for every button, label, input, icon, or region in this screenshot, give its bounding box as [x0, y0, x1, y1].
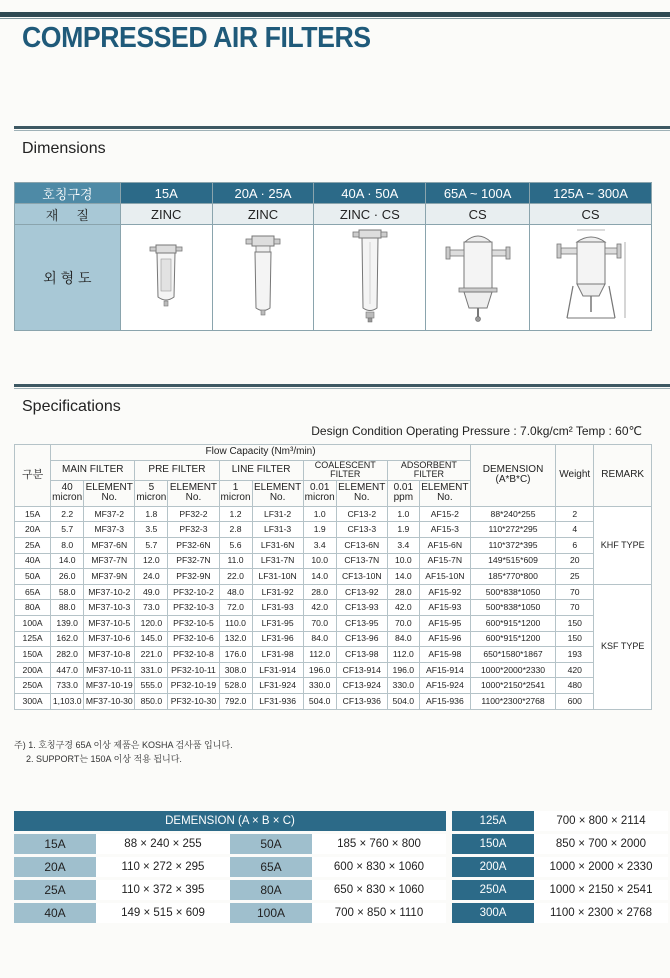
spec-cell: PF32-10-2	[168, 584, 219, 600]
spec-cell: CF13-3	[336, 522, 387, 538]
material-cell: ZINC	[120, 204, 212, 225]
spec-cell: 6	[556, 538, 594, 554]
main-unit: 40 micron	[51, 480, 84, 506]
spec-cell: 100A	[15, 616, 51, 632]
spec-row	[15, 600, 652, 616]
element-no-header: ELEMENT No.	[252, 480, 303, 506]
summary-size: 300A	[452, 903, 534, 923]
spec-cell: PF32-6N	[168, 538, 219, 554]
summary-size: 250A	[452, 880, 534, 900]
spec-cell: LF31-10N	[252, 569, 303, 585]
spec-row	[15, 647, 652, 663]
spec-cell: 1.2	[219, 506, 252, 522]
spec-cell: 70.0	[387, 616, 419, 632]
spec-cell: MF37-10-6	[84, 631, 135, 647]
summary-dim: 600 × 830 × 1060	[312, 857, 446, 877]
spec-cell: 1000*2000*2330	[470, 662, 555, 678]
spec-cell: PF32-10-8	[168, 647, 219, 663]
spec-cell: 447.0	[51, 662, 84, 678]
remark-cell: KHF TYPE	[594, 506, 652, 584]
spec-cell: 149*515*609	[470, 553, 555, 569]
spec-cell: AF15-3	[419, 522, 470, 538]
spec-cell: 250A	[15, 678, 51, 694]
spec-cell: 84.0	[303, 631, 336, 647]
spec-cell: 112.0	[387, 647, 419, 663]
note-2: 2. SUPPORT는 150A 이상 적용 됩니다.	[26, 754, 182, 764]
spec-cell: 24.0	[135, 569, 168, 585]
summary-dim: 110 × 272 × 295	[96, 857, 230, 877]
spec-cell: 10.0	[387, 553, 419, 569]
spec-cell: MF37-10-30	[84, 694, 135, 710]
spec-cell: PF32-10-30	[168, 694, 219, 710]
spec-cell: MF37-9N	[84, 569, 135, 585]
main-filter-header: MAIN FILTER	[51, 461, 135, 481]
spec-cell: AF15-92	[419, 584, 470, 600]
filter-drawing-65a-100a	[426, 225, 530, 331]
spec-cell: 150	[556, 616, 594, 632]
spec-cell: 10.0	[303, 553, 336, 569]
specifications-table	[14, 444, 652, 710]
spec-cell: AF15-93	[419, 600, 470, 616]
spec-cell: 555.0	[135, 678, 168, 694]
summary-size: 150A	[452, 834, 534, 854]
spec-cell: 330.0	[387, 678, 419, 694]
coalescent-filter-header: COALESCENT FILTER	[303, 461, 387, 481]
spec-cell: 88*240*255	[470, 506, 555, 522]
material-cell: ZINC	[212, 204, 314, 225]
design-condition: Design Condition Operating Pressure : 7.0kg/cm² Temp : 60℃	[311, 424, 642, 438]
spec-cell: 20	[556, 553, 594, 569]
remark-header: REMARK	[594, 445, 652, 507]
spec-cell: 1.9	[303, 522, 336, 538]
spec-cell: 504.0	[387, 694, 419, 710]
spec-cell: 25	[556, 569, 594, 585]
spec-row	[15, 616, 652, 632]
spec-cell: 3.4	[387, 538, 419, 554]
spec-cell: LF31-92	[252, 584, 303, 600]
spec-cell: PF32-10-19	[168, 678, 219, 694]
material-cell: CS	[530, 204, 652, 225]
spec-cell: CF13-914	[336, 662, 387, 678]
top-rule-thin	[0, 18, 670, 19]
spec-row	[15, 694, 652, 710]
spec-cell: 48.0	[219, 584, 252, 600]
summary-size: 200A	[452, 857, 534, 877]
page-title: COMPRESSED AIR FILTERS	[22, 22, 371, 54]
spec-cell: 1000*2150*2541	[470, 678, 555, 694]
top-rule	[0, 12, 670, 17]
filter-drawing-20a-25a	[212, 225, 314, 331]
spec-cell: 26.0	[51, 569, 84, 585]
spec-cell: 528.0	[219, 678, 252, 694]
spec-cell: PF32-10-11	[168, 662, 219, 678]
summary-dim: 700 × 800 × 2114	[534, 811, 668, 831]
spec-cell: MF37-3	[84, 522, 135, 538]
spec-cell: PF32-7N	[168, 553, 219, 569]
spec-cell: 500*838*1050	[470, 584, 555, 600]
spec-cell: AF15-98	[419, 647, 470, 663]
spec-cell: 25A	[15, 538, 51, 554]
spec-cell: 600*915*1200	[470, 631, 555, 647]
spec-cell: LF31-95	[252, 616, 303, 632]
spec-cell: 193	[556, 647, 594, 663]
spec-cell: LF31-6N	[252, 538, 303, 554]
spec-cell: MF37-10-5	[84, 616, 135, 632]
weight-header: Weight	[556, 445, 594, 507]
summary-dim: 700 × 850 × 1110	[312, 903, 446, 923]
summary-dim: 185 × 760 × 800	[312, 834, 446, 854]
spec-cell: 162.0	[51, 631, 84, 647]
size-cell: 40A · 50A	[314, 183, 426, 204]
section-rule	[14, 126, 670, 129]
spec-cell: 125A	[15, 631, 51, 647]
spec-cell: 11.0	[219, 553, 252, 569]
spec-cell: 28.0	[303, 584, 336, 600]
spec-cell: MF37-10-3	[84, 600, 135, 616]
spec-cell: 14.0	[303, 569, 336, 585]
spec-row	[15, 569, 652, 585]
spec-cell: AF15-6N	[419, 538, 470, 554]
spec-row	[15, 584, 652, 600]
spec-cell: 1100*2300*2768	[470, 694, 555, 710]
spec-cell: 650*1580*1867	[470, 647, 555, 663]
spec-cell: 331.0	[135, 662, 168, 678]
spec-cell: 72.0	[219, 600, 252, 616]
spec-cell: 58.0	[51, 584, 84, 600]
spec-cell: 49.0	[135, 584, 168, 600]
spec-cell: CF13-10N	[336, 569, 387, 585]
spec-cell: 14.0	[387, 569, 419, 585]
spec-cell: 330.0	[303, 678, 336, 694]
spec-cell: CF13-2	[336, 506, 387, 522]
spec-cell: 176.0	[219, 647, 252, 663]
element-no-header: ELEMENT No.	[168, 480, 219, 506]
spec-row	[15, 553, 652, 569]
filter-drawing-15a	[120, 225, 212, 331]
spec-cell: 200A	[15, 662, 51, 678]
summary-dim: 1000 × 2150 × 2541	[534, 880, 668, 900]
spec-cell: 5.6	[219, 538, 252, 554]
spec-cell: 500*838*1050	[470, 600, 555, 616]
spec-cell: 4	[556, 522, 594, 538]
spec-cell: 12.0	[135, 553, 168, 569]
spec-cell: MF37-10-19	[84, 678, 135, 694]
spec-cell: PF32-10-3	[168, 600, 219, 616]
summary-dim: 1100 × 2300 × 2768	[534, 903, 668, 923]
spec-cell: 1.9	[387, 522, 419, 538]
pre-unit: 5 micron	[135, 480, 168, 506]
spec-cell: AF15-96	[419, 631, 470, 647]
spec-cell: MF37-10-8	[84, 647, 135, 663]
spec-cell: 15A	[15, 506, 51, 522]
spec-cell: 145.0	[135, 631, 168, 647]
spec-cell: 5.7	[51, 522, 84, 538]
spec-cell: 3.4	[303, 538, 336, 554]
spec-cell: LF31-7N	[252, 553, 303, 569]
spec-cell: LF31-2	[252, 506, 303, 522]
spec-cell: 80A	[15, 600, 51, 616]
spec-cell: 28.0	[387, 584, 419, 600]
spec-cell: 150	[556, 631, 594, 647]
line-unit: 1 micron	[219, 480, 252, 506]
spec-cell: CF13-936	[336, 694, 387, 710]
dimension-summary-table	[14, 808, 668, 926]
filter-drawing-125a-300a	[530, 225, 652, 331]
spec-cell: 8.0	[51, 538, 84, 554]
spec-row	[15, 662, 652, 678]
note-1: 주) 1. 호칭구경 65A 이상 제품은 KOSHA 검사품 입니다.	[14, 740, 233, 750]
spec-cell: 420	[556, 662, 594, 678]
material-cell: CS	[426, 204, 530, 225]
filter-drawing-40a-50a	[314, 225, 426, 331]
spec-cell: 73.0	[135, 600, 168, 616]
spec-cell: LF31-914	[252, 662, 303, 678]
ads-unit: 0.01 ppm	[387, 480, 419, 506]
element-no-header: ELEMENT No.	[419, 480, 470, 506]
summary-size: 100A	[230, 903, 312, 923]
spec-cell: 1,103.0	[51, 694, 84, 710]
section-rule-thin	[14, 388, 670, 389]
summary-size: 80A	[230, 880, 312, 900]
size-row-label: 호칭구경	[15, 183, 121, 204]
summary-dim: 110 × 372 × 395	[96, 880, 230, 900]
adsorbent-filter-header: ADSORBENT FILTER	[387, 461, 470, 481]
notes	[14, 738, 233, 766]
spec-cell: LF31-98	[252, 647, 303, 663]
spec-row	[15, 522, 652, 538]
spec-cell: AF15-10N	[419, 569, 470, 585]
spec-row	[15, 538, 652, 554]
gubun-header: 구분	[15, 445, 51, 507]
spec-cell: 110*272*295	[470, 522, 555, 538]
spec-cell: PF32-3	[168, 522, 219, 538]
spec-cell: 1.0	[303, 506, 336, 522]
spec-cell: 70	[556, 584, 594, 600]
size-cell: 20A · 25A	[212, 183, 314, 204]
spec-cell: 65A	[15, 584, 51, 600]
spec-cell: PF32-10-5	[168, 616, 219, 632]
spec-row	[15, 631, 652, 647]
spec-cell: 150A	[15, 647, 51, 663]
dimensions-table	[14, 182, 652, 331]
spec-cell: 84.0	[387, 631, 419, 647]
spec-cell: MF37-10-11	[84, 662, 135, 678]
spec-cell: LF31-924	[252, 678, 303, 694]
spec-cell: AF15-7N	[419, 553, 470, 569]
spec-cell: 70	[556, 600, 594, 616]
spec-cell: MF37-10-2	[84, 584, 135, 600]
spec-cell: CF13-93	[336, 600, 387, 616]
spec-cell: 196.0	[387, 662, 419, 678]
section-rule	[14, 384, 670, 387]
element-no-header: ELEMENT No.	[336, 480, 387, 506]
spec-cell: LF31-936	[252, 694, 303, 710]
summary-size: 50A	[230, 834, 312, 854]
spec-cell: 196.0	[303, 662, 336, 678]
spec-cell: MF37-2	[84, 506, 135, 522]
spec-cell: 110*372*395	[470, 538, 555, 554]
spec-cell: 2	[556, 506, 594, 522]
spec-cell: CF13-98	[336, 647, 387, 663]
spec-cell: LF31-3	[252, 522, 303, 538]
spec-cell: 22.0	[219, 569, 252, 585]
spec-cell: 221.0	[135, 647, 168, 663]
spec-cell: 42.0	[303, 600, 336, 616]
summary-dim: 149 × 515 × 609	[96, 903, 230, 923]
summary-dim: 88 × 240 × 255	[96, 834, 230, 854]
spec-cell: LF31-93	[252, 600, 303, 616]
spec-cell: 480	[556, 678, 594, 694]
spec-row	[15, 506, 652, 522]
size-cell: 15A	[120, 183, 212, 204]
spec-cell: 1.0	[387, 506, 419, 522]
summary-dim: 650 × 830 × 1060	[312, 880, 446, 900]
spec-cell: 300A	[15, 694, 51, 710]
size-cell: 65A ~ 100A	[426, 183, 530, 204]
spec-cell: CF13-924	[336, 678, 387, 694]
spec-cell: 185*770*800	[470, 569, 555, 585]
spec-cell: 282.0	[51, 647, 84, 663]
spec-row	[15, 678, 652, 694]
spec-cell: AF15-2	[419, 506, 470, 522]
spec-cell: PF32-10-6	[168, 631, 219, 647]
spec-cell: 600	[556, 694, 594, 710]
spec-cell: CF13-7N	[336, 553, 387, 569]
spec-cell: 5.7	[135, 538, 168, 554]
remark-cell: KSF TYPE	[594, 584, 652, 709]
spec-cell: 40A	[15, 553, 51, 569]
shape-row-label: 외 형 도	[15, 225, 121, 331]
element-no-header: ELEMENT No.	[84, 480, 135, 506]
spec-cell: AF15-914	[419, 662, 470, 678]
spec-cell: AF15-95	[419, 616, 470, 632]
spec-cell: CF13-95	[336, 616, 387, 632]
spec-cell: 88.0	[51, 600, 84, 616]
spec-cell: AF15-924	[419, 678, 470, 694]
spec-cell: CF13-92	[336, 584, 387, 600]
spec-cell: 132.0	[219, 631, 252, 647]
spec-cell: 20A	[15, 522, 51, 538]
spec-cell: CF13-96	[336, 631, 387, 647]
summary-size: 25A	[14, 880, 96, 900]
spec-cell: PF32-2	[168, 506, 219, 522]
spec-cell: AF15-936	[419, 694, 470, 710]
spec-cell: 733.0	[51, 678, 84, 694]
spec-cell: MF37-7N	[84, 553, 135, 569]
spec-cell: PF32-9N	[168, 569, 219, 585]
specifications-heading: Specifications	[22, 398, 121, 415]
dimensions-heading: Dimensions	[22, 140, 106, 157]
spec-cell: 110.0	[219, 616, 252, 632]
spec-cell: 2.8	[219, 522, 252, 538]
spec-cell: 792.0	[219, 694, 252, 710]
spec-cell: 42.0	[387, 600, 419, 616]
spec-cell: 70.0	[303, 616, 336, 632]
dimension-header: DEMENSION (A*B*C)	[470, 445, 555, 507]
spec-cell: 308.0	[219, 662, 252, 678]
spec-cell: 50A	[15, 569, 51, 585]
material-row-label: 재 질	[15, 204, 121, 225]
section-rule-thin	[14, 130, 670, 131]
spec-cell: 1.8	[135, 506, 168, 522]
line-filter-header: LINE FILTER	[219, 461, 303, 481]
summary-dim: 850 × 700 × 2000	[534, 834, 668, 854]
spec-cell: 139.0	[51, 616, 84, 632]
spec-cell: 2.2	[51, 506, 84, 522]
summary-header: DEMENSION (A × B × C)	[14, 811, 446, 831]
summary-size: 125A	[452, 811, 534, 831]
spec-cell: 504.0	[303, 694, 336, 710]
spec-cell: LF31-96	[252, 631, 303, 647]
material-cell: ZINC · CS	[314, 204, 426, 225]
spec-cell: 3.5	[135, 522, 168, 538]
spec-cell: CF13-6N	[336, 538, 387, 554]
summary-size: 15A	[14, 834, 96, 854]
size-cell: 125A ~ 300A	[530, 183, 652, 204]
summary-size: 20A	[14, 857, 96, 877]
spec-cell: 850.0	[135, 694, 168, 710]
summary-size: 65A	[230, 857, 312, 877]
spec-cell: 600*915*1200	[470, 616, 555, 632]
summary-size: 40A	[14, 903, 96, 923]
pre-filter-header: PRE FILTER	[135, 461, 219, 481]
coal-unit: 0.01 micron	[303, 480, 336, 506]
spec-cell: 14.0	[51, 553, 84, 569]
spec-cell: MF37-6N	[84, 538, 135, 554]
spec-body	[15, 506, 652, 709]
flow-capacity-header: Flow Capacity (Nm³/min)	[51, 445, 471, 461]
spec-cell: 112.0	[303, 647, 336, 663]
spec-cell: 120.0	[135, 616, 168, 632]
summary-dim: 1000 × 2000 × 2330	[534, 857, 668, 877]
